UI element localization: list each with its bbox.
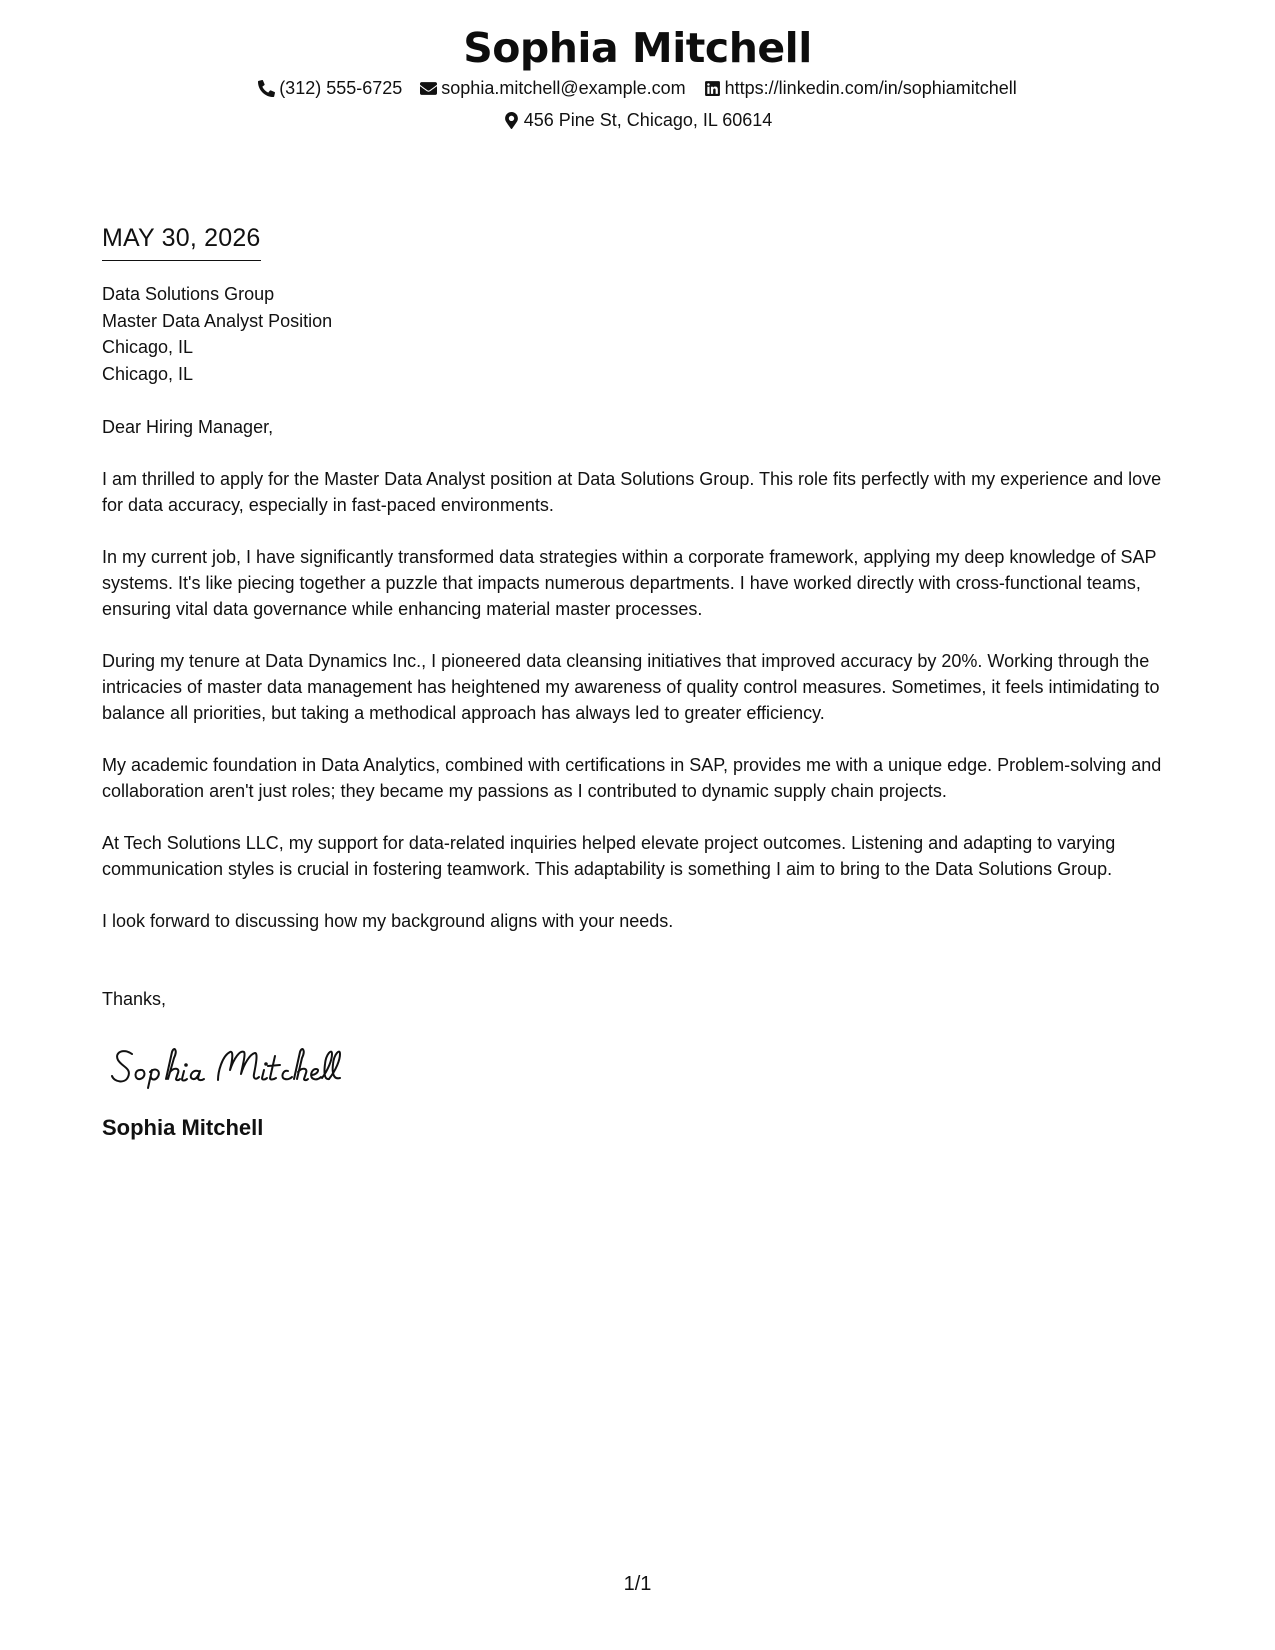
body-paragraph: During my tenure at Data Dynamics Inc., I pioneered data cleansing initiatives that improved accuracy by 20%. Working through the intricacies of master data management has heightened my awareness of quality control measures. Sometimes, it feels intimidating to balance all priorities, but taking a methodical approach has always led to greater efficiency. [102, 651, 1160, 723]
recipient-line: Data Solutions Group [102, 284, 275, 304]
body-paragraph: At Tech Solutions LLC, my support for data-related inquiries helped elevate project outcomes. Listening and adapting to varying communication styles is crucial in fostering teamwork. This adaptability is something I aim to bring to the Data Solutions Group. [102, 833, 1116, 879]
email-contact [420, 76, 685, 100]
linkedin-icon [704, 80, 721, 97]
letter-body [102, 222, 1177, 1142]
handwritten-signature [110, 1040, 360, 1090]
body-paragraph: In my current job, I have significantly transformed data strategies within a corporate framework, applying my deep knowledge of SAP systems. It's like piecing together a puzzle that impacts numerous departments. I have worked directly with cross-functional teams, ensuring vital data governance while enhancing material master processes. [102, 547, 1157, 619]
body-paragraph: I look forward to discussing how my background aligns with your needs. [102, 911, 674, 931]
phone-text: (312) 555-6725 [279, 78, 403, 98]
email-text: sophia.mitchell@example.com [441, 78, 686, 98]
map-pin-icon [503, 112, 520, 129]
applicant-name: Sophia Mitchell [463, 24, 812, 72]
body-paragraph: My academic foundation in Data Analytics, combined with certifications in SAP, provides me with a unique edge. Problem-solving and collaboration aren't just roles; they became my passions as I contributed to dynamic supply chain projects. [102, 755, 1162, 801]
phone-contact [258, 76, 402, 100]
contact-row [0, 76, 1275, 100]
address-text: 456 Pine St, Chicago, IL 60614 [523, 110, 773, 130]
recipient-block [102, 281, 1177, 387]
salutation: Dear Hiring Manager, [102, 417, 274, 437]
linkedin-text: https://linkedin.com/in/sophiamitchell [724, 78, 1017, 98]
envelope-icon [420, 80, 437, 97]
page-number: 1/1 [623, 1573, 652, 1595]
letter-date: MAY 30, 2026 [102, 222, 261, 261]
signature-drawing [110, 1040, 360, 1090]
body-paragraph: I am thrilled to apply for the Master Data Analyst position at Data Solutions Group. This role fits perfectly with my experience and love for data accuracy, especially in fast-paced environments. [102, 469, 1162, 515]
linkedin-contact [704, 76, 1017, 100]
recipient-line: Master Data Analyst Position [102, 310, 333, 331]
recipient-line: Chicago, IL [102, 337, 194, 357]
recipient-line: Chicago, IL [102, 363, 194, 384]
address-contact [503, 108, 773, 132]
address-row [0, 108, 1275, 132]
closing: Thanks, [102, 989, 167, 1009]
signer-name: Sophia Mitchell [102, 1115, 264, 1140]
letter-header [0, 22, 1275, 132]
phone-icon [258, 80, 275, 97]
